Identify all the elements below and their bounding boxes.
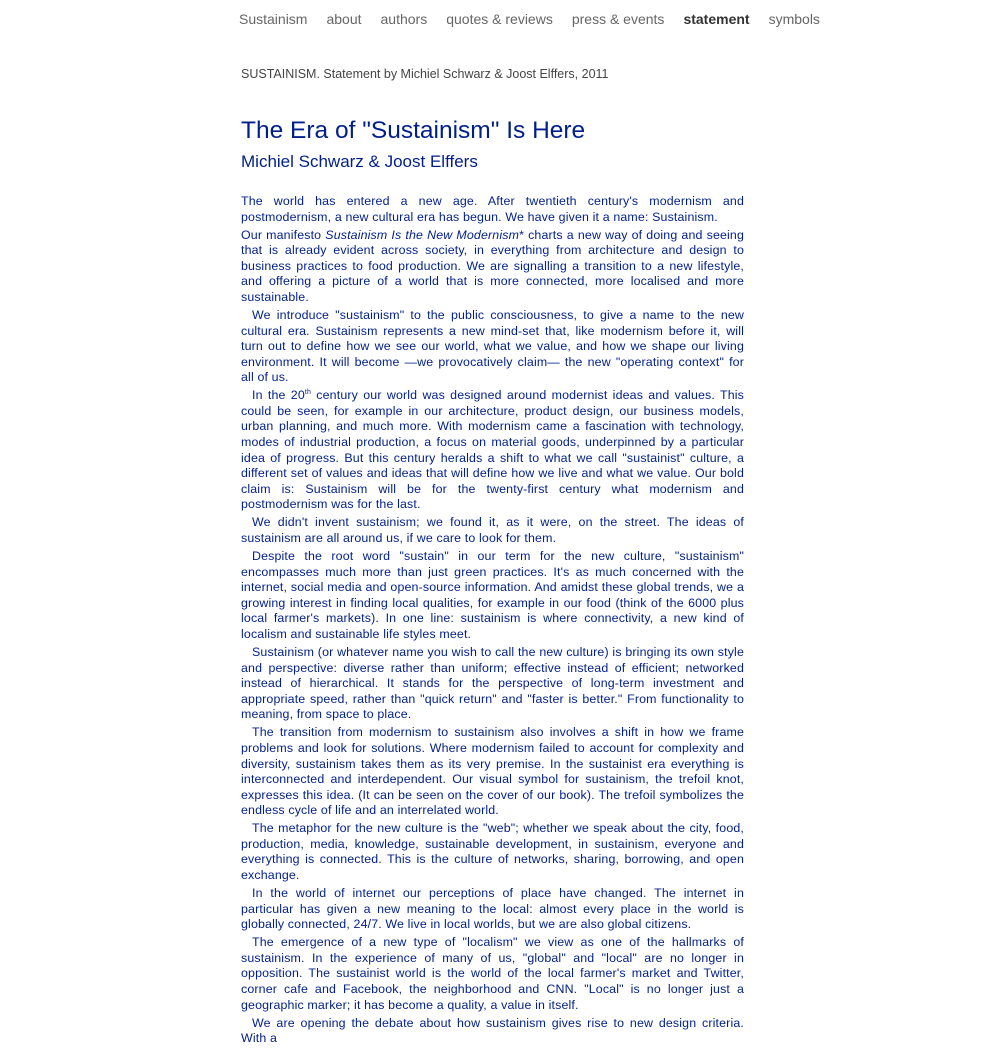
paragraph-5: We didn't invent sustainism; we found it, as it were, on the street. The ideas of sustainism are all around us, if we care to look for them. [241,515,744,546]
paragraph-2 [241,228,744,306]
paragraph-2-lead: Our manifesto [241,227,326,242]
article-body [241,194,744,1049]
manifesto-title: Sustainism Is the New Modernism [325,227,520,242]
paragraph-4-rest: century our world was designed around modernist ideas and values. This could be seen, for example in our architecture, product design, our business models, urban planning, and much more. With modernism came a fascination with technology, modes of industrial production, a focus on material goods, underpinned by a particular idea of progress. But this century heralds a shift to what we call "sustainist" culture, a different set of values and ideas that will define how we live and what we value. Our bold claim is: Sustainism will be for the twenty-first century what modernism and postmodernism was for the last. [241,388,745,512]
nav-press-events[interactable]: press & events [571,11,665,27]
nav-about[interactable]: about [326,11,362,27]
paragraph-4 [241,388,744,513]
paragraph-1: The world has entered a new age. After twentieth century's modernism and postmodernism, a new cultural era has begun. We have given it a name: Sustainism. [241,194,744,224]
paragraph-12: We are opening the debate about how sustainism gives rise to new design criteria. With a [241,1015,744,1046]
article-column [241,66,745,1046]
paragraph-2-rest: * charts a new way of doing and seeing that is already evident across society, in everything from architecture and design to business practices to food production. We are signalling a transition to a new lifestyle, and offering a picture of a world that is more connected, more localised and more sustainable. [241,227,745,304]
nav-symbols[interactable]: symbols [768,11,820,27]
paragraph-8: The transition from modernism to sustainism also involves a shift in how we frame problems and look for solutions. Where modernism failed to account for complexity and diversity, sustainism takes them as its very premise. In the sustainist era everything is interconnected and interdependent. Our visual symbol for sustainism, the trefoil knot, expresses this idea. (It can be seen on the cover of our book). The trefoil symbolizes the endless cycle of life and an interrelated world. [241,725,744,818]
paragraph-4-lead: In the 20 [252,388,305,403]
paragraph-6: Despite the root word "sustain" in our term for the new culture, "sustainism" encompasses much more than just green practices. It's as much concerned with the internet, social media and open-source information. And amidst these global trends, we a growing interest in finding local qualities, for example in our food (think of the 6000 plus local farmer's markets). In one line: sustainism is where connectivity, a new kind of localism and sustainable life styles meet. [241,549,744,641]
superscript-th: th [304,389,312,397]
paragraph-9: The metaphor for the new culture is the "web"; whether we speak about the city, food, production, media, knowledge, sustainable development, in sustainism, everyone and everything is connected. This is the culture of networks, sharing, borrowing, and open exchange. [241,821,744,883]
page-subtitle: SUSTAINISM. Statement by Michiel Schwarz & Joost Elffers, 2011 [241,67,609,81]
paragraph-10: In the world of internet our perceptions of place have changed. The internet in particular has given a new meaning to the local: almost every place in the world is globally connected, 24/7. We live in local worlds, but we are also global citizens. [241,886,744,932]
nav-statement[interactable]: statement [683,11,750,27]
nav-quotes-reviews[interactable]: quotes & reviews [446,11,553,27]
paragraph-7: Sustainism (or whatever name you wish to call the new culture) is bringing its own style and perspective: diverse rather than uniform; effective instead of efficient; networked instead of hierarchical. It stands for the perspective of long-term investment and appropriate speed, rather than "quick return" and "faster is better." From functionality to meaning, from space to place. [241,644,744,722]
nav-authors[interactable]: authors [380,11,428,27]
page-title: The Era of "Sustainism" Is Here [241,117,586,144]
paragraph-11: The emergence of a new type of "localism" we view as one of the hallmarks of sustainism. In the experience of many of us, "global" and "local" are no longer in opposition. The sustainist world is the world of the local farmer's market and Twitter, corner cafe and Facebook, the neighborhood and CNN. "Local" is no longer just a geographic marker; it has become a quality, a value in itself. [241,935,744,1012]
nav-sustainism[interactable]: Sustainism [239,11,308,27]
article-authors: Michiel Schwarz & Joost Elffers [241,152,478,171]
paragraph-3: We introduce "sustainism" to the public consciousness, to give a name to the new cultural era. Sustainism represents a new mind-set that, like modernism before it, will turn out to define how we see our world, what we value, and how we shape our living environment. It will become —we provocatively claim— the new "operating context" for all of us. [241,307,744,385]
top-nav [239,10,839,28]
